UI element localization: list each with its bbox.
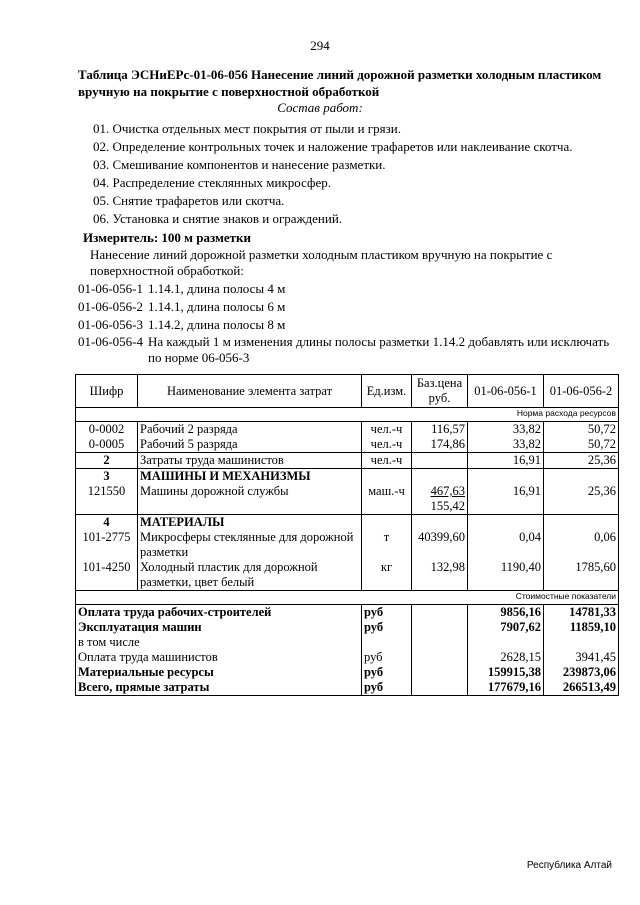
header-unit: Ед.изм.: [362, 375, 412, 408]
cost-row: [76, 620, 619, 635]
cost-row: [76, 665, 619, 680]
section-title: МАШИНЫ И МЕХАНИЗМЫ: [138, 469, 362, 485]
cell-value-2: 25,36: [544, 484, 619, 515]
cell-code: 4: [76, 515, 138, 531]
cell-unit: кг: [362, 560, 412, 591]
norm-text: 1.14.1, длина полосы 4 м: [148, 281, 286, 296]
work-item: 02. Определение контрольных точек и наложение трафаретов или наклеивание скотча.: [93, 139, 573, 154]
cell-value-2: 0,06: [544, 530, 619, 560]
work-item: 03. Смешивание компонентов и нанесение разметки.: [93, 157, 386, 172]
norm-row: [78, 334, 618, 366]
work-item: 06. Установка и снятие знаков и ограждений.: [93, 211, 343, 226]
cost-name: Материальные ресурсы: [76, 665, 362, 680]
table-title: Таблица ЭСНиЕРс-01-06-056 Нанесение линий дорожной разметки холодным пластиком вручную на покрытие с поверхностной обработкой: [78, 67, 602, 99]
table-row: [76, 437, 619, 453]
cell-value-1: 33,82: [468, 437, 544, 453]
table-header-row: [76, 375, 619, 408]
norm-code: 01-06-056-3: [78, 317, 143, 332]
cell-code: 0-0002: [76, 422, 138, 438]
norm-row: [78, 299, 618, 315]
subhead-row: [76, 591, 619, 605]
cell-value-2: 1785,60: [544, 560, 619, 591]
cost-value-2: 266513,49: [544, 680, 619, 696]
cell-price: [412, 484, 468, 515]
table-row: [76, 453, 619, 469]
cost-value-1: 177679,16: [468, 680, 544, 696]
section-title: МАТЕРИАЛЫ: [138, 515, 362, 531]
cell-price: 174,86: [412, 437, 468, 453]
cell-price: 116,57: [412, 422, 468, 438]
header-norm-1: 01-06-056-1: [468, 375, 544, 408]
cost-unit: руб: [362, 605, 412, 621]
measure-unit: Измеритель: 100 м разметки: [83, 230, 252, 245]
cell-value-1: 0,04: [468, 530, 544, 560]
cell-value-1: 1190,40: [468, 560, 544, 591]
subhead-resources: Норма расхода ресурсов: [76, 408, 619, 422]
cost-value-1: 159915,38: [468, 665, 544, 680]
price-underlined: 467,63: [430, 484, 465, 498]
header-code: Шифр: [76, 375, 138, 408]
cell-unit: чел.-ч: [362, 437, 412, 453]
cell-value-1: 16,91: [468, 453, 544, 469]
subhead-row: [76, 408, 619, 422]
section-row: [76, 469, 619, 485]
cost-unit: руб: [362, 650, 412, 665]
price-secondary: 155,42: [430, 499, 465, 513]
cell-value-1: 33,82: [468, 422, 544, 438]
header-name: Наименование элемента затрат: [138, 375, 362, 408]
work-item: 05. Снятие трафаретов или скотча.: [93, 193, 285, 208]
footer-region: Республика Алтай: [526, 860, 612, 871]
cost-table: [75, 374, 619, 696]
cell-name: Холодный пластик для дорожной разметки, цвет белый: [138, 560, 362, 591]
cell-price: [412, 453, 468, 469]
cell-code: 121550: [76, 484, 138, 515]
table-row: [76, 422, 619, 438]
cell-value-2: 25,36: [544, 453, 619, 469]
cost-value-2: 239873,06: [544, 665, 619, 680]
cell-name: Микросферы стеклянные для дорожной разметки: [138, 530, 362, 560]
cost-value-2: 11859,10: [544, 620, 619, 635]
cost-row: [76, 650, 619, 665]
cell-code: 2: [76, 453, 138, 469]
cell-code: 0-0005: [76, 437, 138, 453]
cost-name: Всего, прямые затраты: [76, 680, 362, 696]
norm-row: [78, 281, 618, 297]
cell-unit: чел.-ч: [362, 453, 412, 469]
cell-unit: маш.-ч: [362, 484, 412, 515]
cell-value-2: 50,72: [544, 422, 619, 438]
section-row: [76, 515, 619, 531]
cell-code: 101-2775: [76, 530, 138, 560]
norm-code: 01-06-056-2: [78, 299, 143, 314]
norm-code: 01-06-056-1: [78, 281, 143, 296]
norm-row: [78, 317, 618, 333]
cost-value-1: 9856,16: [468, 605, 544, 621]
composition-heading: Состав работ:: [277, 100, 363, 115]
table-row: [76, 530, 619, 560]
header-price: Баз.цена руб.: [412, 375, 468, 408]
cell-name: Рабочий 2 разряда: [138, 422, 362, 438]
cell-value-1: 16,91: [468, 484, 544, 515]
cell-price: 40399,60: [412, 530, 468, 560]
work-item: 04. Распределение стеклянных микросфер.: [93, 175, 331, 190]
cost-value-2: 14781,33: [544, 605, 619, 621]
cost-unit: руб: [362, 665, 412, 680]
header-norm-2: 01-06-056-2: [544, 375, 619, 408]
cell-name: Затраты труда машинистов: [138, 453, 362, 469]
cell-value-2: 50,72: [544, 437, 619, 453]
cell-code: 3: [76, 469, 138, 485]
norm-text: 1.14.1, длина полосы 6 м: [148, 299, 286, 314]
cell-unit: чел.-ч: [362, 422, 412, 438]
cost-name: Эксплуатация машин: [76, 620, 362, 635]
page-number: 294: [310, 38, 330, 53]
cost-value-1: 7907,62: [468, 620, 544, 635]
norm-text: На каждый 1 м изменения длины полосы разметки 1.14.2 добавлять или исключать по норме 06-056-3: [148, 334, 610, 365]
cost-row: [76, 635, 619, 650]
cost-value-1: 2628,15: [468, 650, 544, 665]
cost-row: [76, 605, 619, 621]
cost-row: [76, 680, 619, 696]
norm-text: 1.14.2, длина полосы 8 м: [148, 317, 286, 332]
cost-value-2: 3941,45: [544, 650, 619, 665]
table-row: [76, 484, 619, 515]
cost-unit: руб: [362, 620, 412, 635]
cell-unit: т: [362, 530, 412, 560]
cost-unit: руб: [362, 680, 412, 696]
cost-name: Оплата труда машинистов: [76, 650, 362, 665]
cost-name: Оплата труда рабочих-строителей: [76, 605, 362, 621]
subhead-costs: Стоимостные показатели: [76, 591, 619, 605]
cell-name: Рабочий 5 разряда: [138, 437, 362, 453]
measure-description: Нанесение линий дорожной разметки холодным пластиком вручную на покрытие с поверхностной обработкой:: [90, 247, 553, 278]
cell-name: Машины дорожной службы: [138, 484, 362, 515]
work-item: 01. Очистка отдельных мест покрытия от пыли и грязи.: [93, 121, 401, 136]
cell-price: 132,98: [412, 560, 468, 591]
cell-code: 101-4250: [76, 560, 138, 591]
norm-code: 01-06-056-4: [78, 334, 143, 349]
table-row: [76, 560, 619, 591]
cost-name: в том числе: [76, 635, 362, 650]
